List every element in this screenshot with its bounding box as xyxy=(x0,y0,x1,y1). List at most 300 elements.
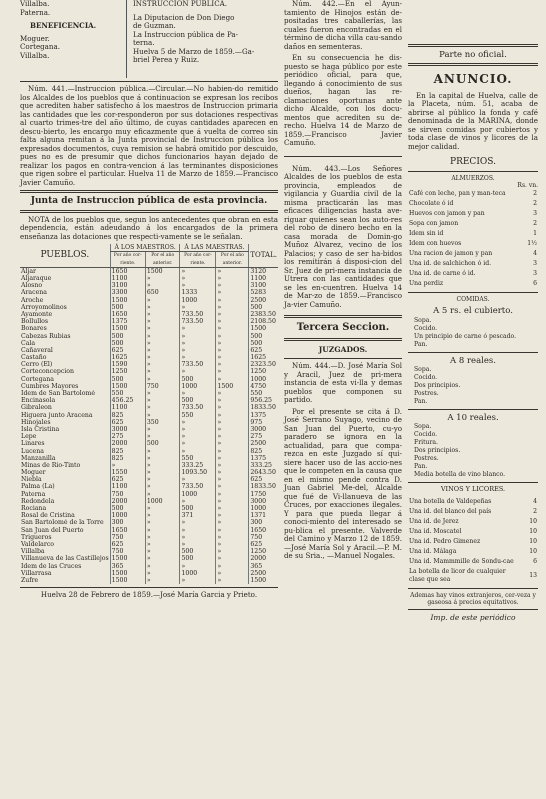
amount-cell: 625 xyxy=(249,541,278,548)
amount-cell: 275 xyxy=(110,433,145,440)
pueblo-name: Alosno xyxy=(21,282,43,290)
beneficencia-town-1: Moguer. xyxy=(20,33,50,43)
amount-cell: 500 xyxy=(110,304,145,311)
amount-cell: 650 xyxy=(145,289,180,296)
price-value: 6 xyxy=(533,280,537,288)
amount-cell: » xyxy=(145,311,180,318)
amount-cell: 500 xyxy=(180,548,216,555)
divider xyxy=(408,292,538,293)
amount-cell: » xyxy=(216,563,249,570)
pueblo-name: Arroyomolinos xyxy=(21,303,67,311)
pueblo-name: Rociana xyxy=(21,505,47,513)
amount-cell: » xyxy=(180,563,216,570)
menu-item: Cocido. xyxy=(414,373,438,381)
amount-cell: » xyxy=(145,491,180,498)
amount-cell: » xyxy=(180,448,216,455)
price-row xyxy=(408,567,538,585)
amount-cell: 500 xyxy=(249,340,278,347)
price-value: 6 xyxy=(533,557,537,565)
instr-line-2: de Guzman. xyxy=(133,21,176,30)
pueblos-header: PUEBLOS. xyxy=(20,244,110,267)
pueblo-name: Moguer xyxy=(21,469,46,477)
group-maestras: Á LAS MAESTRAS. xyxy=(180,244,249,252)
amount-cell: 550 xyxy=(180,455,216,462)
article-444: Núm. 444.—D. José María Sol y Aracil, Juez de pri-mera instancia de esta vi-lla y demas pueblos que componen su partido. xyxy=(284,361,402,404)
amount-cell: » xyxy=(145,541,180,548)
pueblo-name: Villanueva de las Castillejos xyxy=(21,555,109,563)
table-row xyxy=(20,390,278,397)
price-value: 2 xyxy=(533,190,537,198)
amount-cell: 550 xyxy=(180,412,216,419)
reales-10-title: A 10 reales. xyxy=(447,412,499,423)
pueblo-name: Aljar xyxy=(21,267,37,275)
pueblo-name: Villarrasa xyxy=(21,569,52,577)
instr-line-6: briel Perea y Ruiz. xyxy=(133,55,200,64)
amount-cell: » xyxy=(216,541,249,548)
amount-cell: » xyxy=(145,570,180,577)
table-row xyxy=(20,325,278,332)
amount-cell: » xyxy=(216,311,249,318)
amount-cell: 371 xyxy=(180,512,216,519)
amount-cell: 2500 xyxy=(249,440,278,447)
amount-cell: 2000 xyxy=(110,440,145,447)
beneficencia-town-3: Villalba. xyxy=(20,50,50,60)
table-row xyxy=(20,498,278,505)
amount-cell: » xyxy=(180,354,216,361)
pueblo-name: Cañaveral xyxy=(21,346,53,354)
pueblo-name: San Juan del Puerto xyxy=(21,526,84,534)
amount-cell: 3120 xyxy=(249,267,278,275)
table-row xyxy=(20,333,278,340)
amount-cell: 1100 xyxy=(110,275,145,282)
table-footer: Huelva 28 de Febrero de 1859.—José María Garcia y Prieto. xyxy=(40,590,258,600)
amount-cell: 1550 xyxy=(110,469,145,476)
pueblo-name: Gibraleon xyxy=(21,404,52,412)
amount-cell: 456.25 xyxy=(110,397,145,404)
cubierto-5-title: A 5 rs. el cubierto. xyxy=(433,306,513,317)
amount-cell: 625 xyxy=(110,476,145,483)
amount-cell: » xyxy=(216,455,249,462)
amount-cell: » xyxy=(216,512,249,519)
price-item: Huevos con jamon y pan xyxy=(409,210,485,218)
amount-cell: 500 xyxy=(180,397,216,404)
price-row xyxy=(408,259,538,269)
amount-cell: 2000 xyxy=(110,498,145,505)
sub-header-1: Por año cor-riente. xyxy=(110,252,145,267)
divider xyxy=(284,358,402,359)
amount-cell: » xyxy=(180,275,216,282)
amount-cell: » xyxy=(216,267,249,275)
pueblo-name: Lucena xyxy=(21,447,44,455)
menu-item: Media botella de vino blanco. xyxy=(414,471,506,478)
price-value: 10 xyxy=(529,517,537,525)
amount-cell: » xyxy=(216,548,249,555)
amount-cell: 1333 xyxy=(180,289,216,296)
amount-cell: 3000 xyxy=(249,498,278,505)
pueblo-name: Trigueros xyxy=(21,533,52,541)
amount-cell: 365 xyxy=(110,563,145,570)
amount-cell: » xyxy=(180,527,216,534)
amount-cell: » xyxy=(216,289,249,296)
menu-item: Dos principios. xyxy=(414,381,461,389)
amount-cell: 1000 xyxy=(180,297,216,304)
article-444-body: Por el presente se cita á D. José Serrano Suyago, vecino de San Juan del Puerto, cu-yo paradero se ignora en la actualidad, para que compa-rezca en este Juzgado sí qui-siere hacer uso de las accio-nes que le competen en la causa que en el mismo pende contra D. Juan Gabriel Me-del, Alcalde que fué de Vi-llanueva de las Cruces, por exacciones ilegales. Y para que pueda llegar á conoci-miento del interesado se pu-blica el presente. Valverde del Camino y Marzo 12 de 1859.—José María Sol y Aracil.—P. M. de su Sria., —Manuel Nogales. xyxy=(284,406,402,560)
price-value: 2 xyxy=(533,220,537,228)
amount-cell: 2643.50 xyxy=(249,469,278,476)
amount-cell: » xyxy=(180,577,216,584)
pueblo-name: Cabezas Rubias xyxy=(21,332,71,340)
amount-cell: » xyxy=(180,433,216,440)
amount-cell: 550 xyxy=(249,390,278,397)
amount-cell: » xyxy=(180,325,216,332)
table-row xyxy=(20,282,278,289)
column-middle xyxy=(284,0,402,564)
divider xyxy=(20,81,278,82)
instr-line-1: La Diputacion de Don Diego xyxy=(133,12,235,22)
amount-cell: » xyxy=(145,426,180,433)
amount-cell: 3000 xyxy=(249,426,278,433)
article-443: Núm. 443.—Los Señores Alcaldes de los pueblos de esta provincia, empleados de vigilancia y Guardia civil de la misma practicarán las mas eficaces diligencias hasta ave-riguar quienes sean los auto-res del robo de dinero becho en la casa morada de Domin-go Muñoz Alvarez, vecino de los Palacios; y caso de ser ha-bidos los remitirán á disposi-cion del Sr. Juez de pri-mera instancia de Utrera con las cantidades que se les en-cuentren. Huelva 14 de Mar-zo de 1859.—Francisco Ja-vier Camuño. xyxy=(284,163,402,309)
table-row xyxy=(20,519,278,526)
amount-cell: » xyxy=(180,440,216,447)
instruccion-block xyxy=(126,0,273,78)
menu-item: Pan. xyxy=(414,397,428,405)
amount-cell: » xyxy=(180,267,216,275)
amount-cell: » xyxy=(145,368,180,375)
reales-8-title: A 8 reales. xyxy=(450,355,496,366)
amount-cell: » xyxy=(145,361,180,368)
price-row xyxy=(408,547,538,557)
pueblo-name: Hinojales xyxy=(21,418,51,426)
amount-cell: 625 xyxy=(249,476,278,483)
price-value: 10 xyxy=(529,527,537,535)
table-row xyxy=(20,368,278,375)
amount-cell: 750 xyxy=(145,383,180,390)
table-row xyxy=(20,347,278,354)
amount-cell: » xyxy=(145,275,180,282)
amount-cell: 1750 xyxy=(249,491,278,498)
nota-text: NOTA de los pueblos que, segun los antecedentes que obran en esta dependencia, están adeudando á los encargados de la primera enseñanza las dotaciones que respecti-vamente se le señalan. xyxy=(20,214,278,241)
divider xyxy=(408,482,538,483)
table-row xyxy=(20,527,278,534)
amount-cell: » xyxy=(145,476,180,483)
precios-title: PRECIOS. xyxy=(450,157,496,168)
amount-cell: 350 xyxy=(145,419,180,426)
amount-cell: » xyxy=(145,505,180,512)
divider xyxy=(20,587,278,588)
total-header: TOTAL. xyxy=(249,244,278,267)
amount-cell: 625 xyxy=(249,347,278,354)
amount-cell: 2383.50 xyxy=(249,311,278,318)
amount-cell: » xyxy=(216,426,249,433)
amount-cell: » xyxy=(180,541,216,548)
amount-cell: 2108.50 xyxy=(249,318,278,325)
amount-cell: 2500 xyxy=(249,570,278,577)
amount-cell: » xyxy=(216,304,249,311)
divider xyxy=(408,609,538,610)
amount-cell: 1590 xyxy=(110,361,145,368)
table-row xyxy=(20,275,278,282)
divider xyxy=(408,588,538,589)
vinos-table xyxy=(408,497,538,585)
table-row xyxy=(20,433,278,440)
instruccion-header: INSTRUCCION PÚBLICA. xyxy=(133,0,228,8)
amount-cell: 550 xyxy=(110,390,145,397)
menu-item: Sopa. xyxy=(414,365,432,373)
amount-cell: » xyxy=(145,304,180,311)
amount-cell: » xyxy=(216,469,249,476)
amount-cell: 300 xyxy=(110,519,145,526)
amount-cell: » xyxy=(216,340,249,347)
table-row xyxy=(20,311,278,318)
amount-cell: » xyxy=(180,304,216,311)
table-row xyxy=(20,512,278,519)
amount-cell: 733.50 xyxy=(180,361,216,368)
amount-cell: 1625 xyxy=(249,354,278,361)
column-right xyxy=(408,0,538,622)
sub-header-4: Por el año anterior. xyxy=(216,252,249,267)
amount-cell: 1500 xyxy=(110,555,145,562)
amount-cell: 1650 xyxy=(110,267,145,275)
price-item: Sopa con jamon xyxy=(409,220,459,228)
amount-cell: » xyxy=(216,397,249,404)
amount-cell: » xyxy=(145,455,180,462)
amount-cell: 825 xyxy=(110,455,145,462)
amount-cell: 365 xyxy=(249,563,278,570)
price-item: Una id. Pedro Gimenez xyxy=(409,537,481,545)
amount-cell: » xyxy=(216,440,249,447)
price-item: Café con leche, pan y man-teca xyxy=(409,190,506,198)
amount-cell: » xyxy=(145,519,180,526)
table-row xyxy=(20,376,278,383)
amount-cell: » xyxy=(145,512,180,519)
amount-cell: 1650 xyxy=(249,527,278,534)
amount-cell: 3100 xyxy=(110,282,145,289)
price-row xyxy=(408,249,538,259)
menu-item: Cocido. xyxy=(414,431,438,438)
amount-cell: » xyxy=(216,462,249,469)
pueblo-name: Niebla xyxy=(21,476,42,484)
amount-cell: 1000 xyxy=(145,498,180,505)
amount-cell: 300 xyxy=(249,519,278,526)
price-value: 3 xyxy=(533,270,537,278)
anuncio-text: En la capital de Huelva, calle de la Placeta, núm. 51, acaba de abrirse al público la fonda y café denominada de la MARINA, donde se sirven comidas por cubiertos y toda clase de vinos y licores de la mejor calidad. xyxy=(408,90,538,151)
pueblo-name: Linares xyxy=(21,440,45,448)
amount-cell: » xyxy=(145,563,180,570)
table-row xyxy=(20,563,278,570)
amount-cell: » xyxy=(180,476,216,483)
amount-cell: » xyxy=(145,448,180,455)
table-row xyxy=(20,267,278,275)
beneficencia-label: BENEFICENCIA. xyxy=(30,21,97,30)
amount-cell: 825 xyxy=(249,448,278,455)
amount-cell: 500 xyxy=(180,505,216,512)
pueblo-name: Manzanilla xyxy=(21,454,56,462)
sub-header-2: Por el año anterior. xyxy=(145,252,180,267)
amount-cell: 500 xyxy=(249,304,278,311)
pueblos-table xyxy=(20,244,278,584)
table-row xyxy=(20,534,278,541)
amount-cell: 750 xyxy=(110,548,145,555)
junta-title: Junta de Instruccion pública de esta provincia. xyxy=(30,196,268,206)
beneficencia-block xyxy=(20,0,120,78)
price-value: 2 xyxy=(533,507,537,515)
amount-cell: » xyxy=(145,297,180,304)
pueblo-name: Bollullos xyxy=(21,318,49,326)
amount-cell: 1500 xyxy=(249,325,278,332)
amount-cell: 3100 xyxy=(249,282,278,289)
amount-cell: » xyxy=(145,333,180,340)
price-row xyxy=(408,219,538,229)
table-row xyxy=(20,491,278,498)
price-row xyxy=(408,269,538,279)
beneficencia-town-2: Cortegana. xyxy=(20,42,60,51)
amount-cell: 500 xyxy=(145,440,180,447)
amount-cell: » xyxy=(145,390,180,397)
amount-cell: 1000 xyxy=(180,383,216,390)
amount-cell: 4750 xyxy=(249,383,278,390)
pueblo-name: Encinasola xyxy=(21,397,56,405)
amount-cell: » xyxy=(145,340,180,347)
pueblo-name: Zufre xyxy=(21,576,39,584)
pueblo-name: Corteconcepcion xyxy=(21,368,74,376)
amount-cell: 825 xyxy=(110,448,145,455)
amount-cell: » xyxy=(180,368,216,375)
divider xyxy=(20,190,278,193)
price-value: 1 xyxy=(533,230,537,238)
pueblo-name: Cerro (El) xyxy=(21,361,53,369)
price-value: 2 xyxy=(533,200,537,208)
pueblo-name: Aljaraque xyxy=(21,275,52,283)
amount-cell: » xyxy=(216,325,249,332)
pueblo-name: Paterna xyxy=(21,490,46,498)
price-item: Una racion de jamon y pan xyxy=(409,250,493,258)
almuerzos-title: ALMUERZOS. xyxy=(451,174,495,182)
amount-cell: » xyxy=(180,333,216,340)
divider xyxy=(20,210,278,213)
amount-cell: » xyxy=(216,577,249,584)
amount-cell: 500 xyxy=(110,505,145,512)
pueblo-name: Villalba xyxy=(21,548,45,556)
menu-5-list xyxy=(414,317,538,349)
amount-cell: 1100 xyxy=(110,404,145,411)
amount-cell: » xyxy=(216,433,249,440)
table-row xyxy=(20,297,278,304)
divider xyxy=(284,156,402,157)
pueblo-name: Cortegana xyxy=(21,375,54,383)
amount-cell: 1650 xyxy=(110,311,145,318)
table-row xyxy=(20,505,278,512)
table-row xyxy=(20,304,278,311)
amount-cell: 750 xyxy=(249,534,278,541)
amount-cell: » xyxy=(216,419,249,426)
pueblo-name: Minas de Rio-Tinto xyxy=(21,461,81,469)
tercera-seccion-title: Tercera Seccion. xyxy=(296,322,390,333)
pueblo-name: San Bartolomé de la Torre xyxy=(21,519,104,527)
price-row xyxy=(408,507,538,517)
menu-item: Sopa. xyxy=(414,423,432,430)
amount-cell: » xyxy=(216,534,249,541)
pueblos-table-body xyxy=(20,267,278,584)
amount-cell: » xyxy=(145,527,180,534)
price-item: Una id. de Jerez xyxy=(409,517,459,525)
price-item: Una id. Mammmille de Sondu-cae xyxy=(409,557,514,565)
amount-cell: 1833.50 xyxy=(249,483,278,490)
amount-cell: » xyxy=(216,519,249,526)
amount-cell: 750 xyxy=(110,534,145,541)
pueblo-name: Idem de San Bartolomé xyxy=(21,390,96,398)
price-row xyxy=(408,189,538,199)
amount-cell: » xyxy=(216,527,249,534)
amount-cell: 1500 xyxy=(145,267,180,275)
table-row xyxy=(20,426,278,433)
pueblo-name: Higuera junto Aracena xyxy=(21,411,93,419)
table-row xyxy=(20,404,278,411)
amount-cell: » xyxy=(180,340,216,347)
amount-cell: » xyxy=(216,555,249,562)
amount-cell: 825 xyxy=(110,412,145,419)
amount-cell: 275 xyxy=(249,433,278,440)
table-row xyxy=(20,462,278,469)
amount-cell: » xyxy=(110,462,145,469)
amount-cell: 500 xyxy=(110,376,145,383)
amount-cell: 1371 xyxy=(249,512,278,519)
menu-item: Un principio de carne ó pescado. xyxy=(414,332,517,340)
amount-cell: » xyxy=(180,519,216,526)
table-row xyxy=(20,555,278,562)
amount-cell: 1093.50 xyxy=(180,469,216,476)
divider xyxy=(408,171,538,172)
amount-cell: 1833.50 xyxy=(249,404,278,411)
amount-cell: 1375 xyxy=(249,412,278,419)
menu-item: Postres. xyxy=(414,455,439,462)
pueblo-name: Cala xyxy=(21,339,36,347)
amount-cell: 2500 xyxy=(249,297,278,304)
amount-cell: 1250 xyxy=(249,368,278,375)
amount-cell: 333.25 xyxy=(180,462,216,469)
vinos-note: Ademas hay vinos extranjeros, cer-veza y gaseosa á precios equitativos. xyxy=(410,591,536,606)
amount-cell: 500 xyxy=(110,333,145,340)
price-value: 3 xyxy=(533,210,537,218)
price-row xyxy=(408,199,538,209)
price-item: Chocolate ó id xyxy=(409,200,454,208)
menu-item: Fritura. xyxy=(414,439,438,446)
amount-cell: » xyxy=(216,476,249,483)
amount-cell: » xyxy=(216,390,249,397)
amount-cell: » xyxy=(145,469,180,476)
vinos-title: VINOS Y LICORES. xyxy=(440,485,506,493)
price-row xyxy=(408,537,538,547)
pueblo-name: Idem de las Cruces xyxy=(21,562,82,570)
amount-cell: 500 xyxy=(180,376,216,383)
amount-cell: » xyxy=(216,333,249,340)
menu-item: Pan. xyxy=(414,340,428,348)
menu-item: Sopa. xyxy=(414,316,432,324)
amount-cell: » xyxy=(216,354,249,361)
menu-item: Pan. xyxy=(414,463,428,470)
amount-cell: » xyxy=(145,462,180,469)
pueblo-name: Aroche xyxy=(21,296,44,304)
amount-cell: » xyxy=(216,368,249,375)
amount-cell: » xyxy=(216,404,249,411)
amount-cell: 625 xyxy=(110,347,145,354)
price-value: 3 xyxy=(533,260,537,268)
amount-cell: » xyxy=(180,534,216,541)
amount-cell: 1000 xyxy=(249,505,278,512)
table-row xyxy=(20,412,278,419)
amount-cell: 1500 xyxy=(249,577,278,584)
article-442-body: En su consecuencia he dis-puesto se haga público por este periódico oficial, para que, llegando á conocimiento de sus dueños, hagan las re-clamaciones oportunas ante dicho Alcalde, con los docu-mentos que acrediten su de-recho. Huelva 14 de Marzo de 1859.—Francisco Javier Camuño. xyxy=(284,53,402,147)
